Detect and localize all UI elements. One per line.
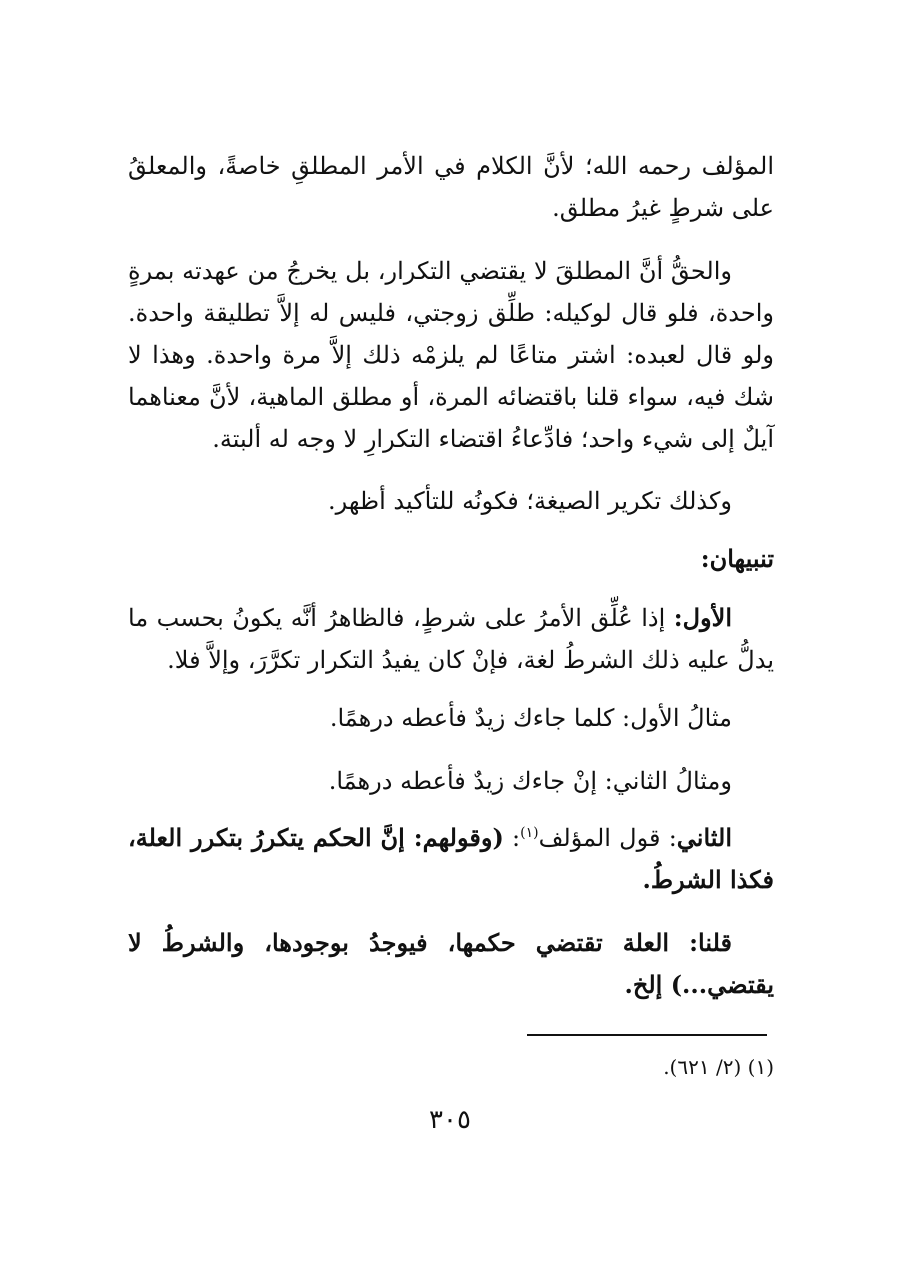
paragraph-reply [128,922,774,1006]
footnote-marker[interactable]: (١) [520,825,539,841]
footnote: (١) (٢/ ٦٢١). [663,1055,774,1079]
example-second [128,760,774,802]
note-body-first: إذا عُلِّق الأمرُ على شرطٍ، فالظاهرُ أنَّه يكونُ بحسب ما يدلُّ عليه ذلك الشرطُ لغة، فإنْ كان يفيدُ التكرار تكرَّرَ، وإلاَّ فلا. [128,604,774,674]
paragraph-text [128,597,774,681]
page-number: ٣٠٥ [429,1105,471,1135]
paragraph-text: والحقُّ أنَّ المطلقَ لا يقتضي التكرار، بل يخرجُ من عهدته بمرةٍ واحدة، فلو قال لوكيله: طلِّق زوجتي، فليس له إلاَّ تطليقة واحدة. ولو قال لعبده: اشتر متاعًا لم يلزمْه ذلك إلاَّ مرة واحدة. وهذا لا شك فيه، سواء قلنا باقتضائه المرة، أو مطلق الماهية، لأنَّ معناهما آيلٌ إلى شيء واحد؛ فادِّعاءُ اقتضاء التكرارِ لا وجه له ألبتة. [128,257,774,453]
example-text: مثالُ الأول: كلما جاءك زيدٌ فأعطه درهمًا. [329,704,732,732]
note-intro: : قول المؤلف [538,824,677,852]
note-label-first: الأول: [673,603,732,632]
heading-text: تنبيهان: [700,544,774,573]
example-first [128,697,774,739]
section-heading [128,538,774,580]
paragraph-repetition [128,480,774,522]
paragraph-second-note [128,817,774,901]
paragraph-text: وكذلك تكرير الصيغة؛ فكونُه للتأكيد أظهر. [328,487,732,515]
paragraph-text [128,817,774,901]
paragraph-main-argument [128,250,774,460]
paragraph-first-note [128,597,774,681]
paragraph-text: قلنا: العلة تقتضي حكمها، فيوجدُ بوجودها، والشرطُ لا يقتضي...) إلخ. [128,928,774,999]
footnote-divider [527,1034,767,1036]
example-text: ومثالُ الثاني: إنْ جاءك زيدٌ فأعطه درهمًا. [328,767,732,795]
note-colon: : [503,824,521,852]
quoted-text: (وقولهم: إنَّ الحكم يتكررُ بتكرر العلة، فكذا الشرطُ. [128,823,774,894]
paragraph-continuation [128,145,774,229]
paragraph-text: المؤلف رحمه الله؛ لأنَّ الكلام في الأمر المطلقِ خاصةً، والمعلقُ على شرطٍ غيرُ مطلق. [128,152,774,222]
note-label-second: الثاني [676,823,732,852]
